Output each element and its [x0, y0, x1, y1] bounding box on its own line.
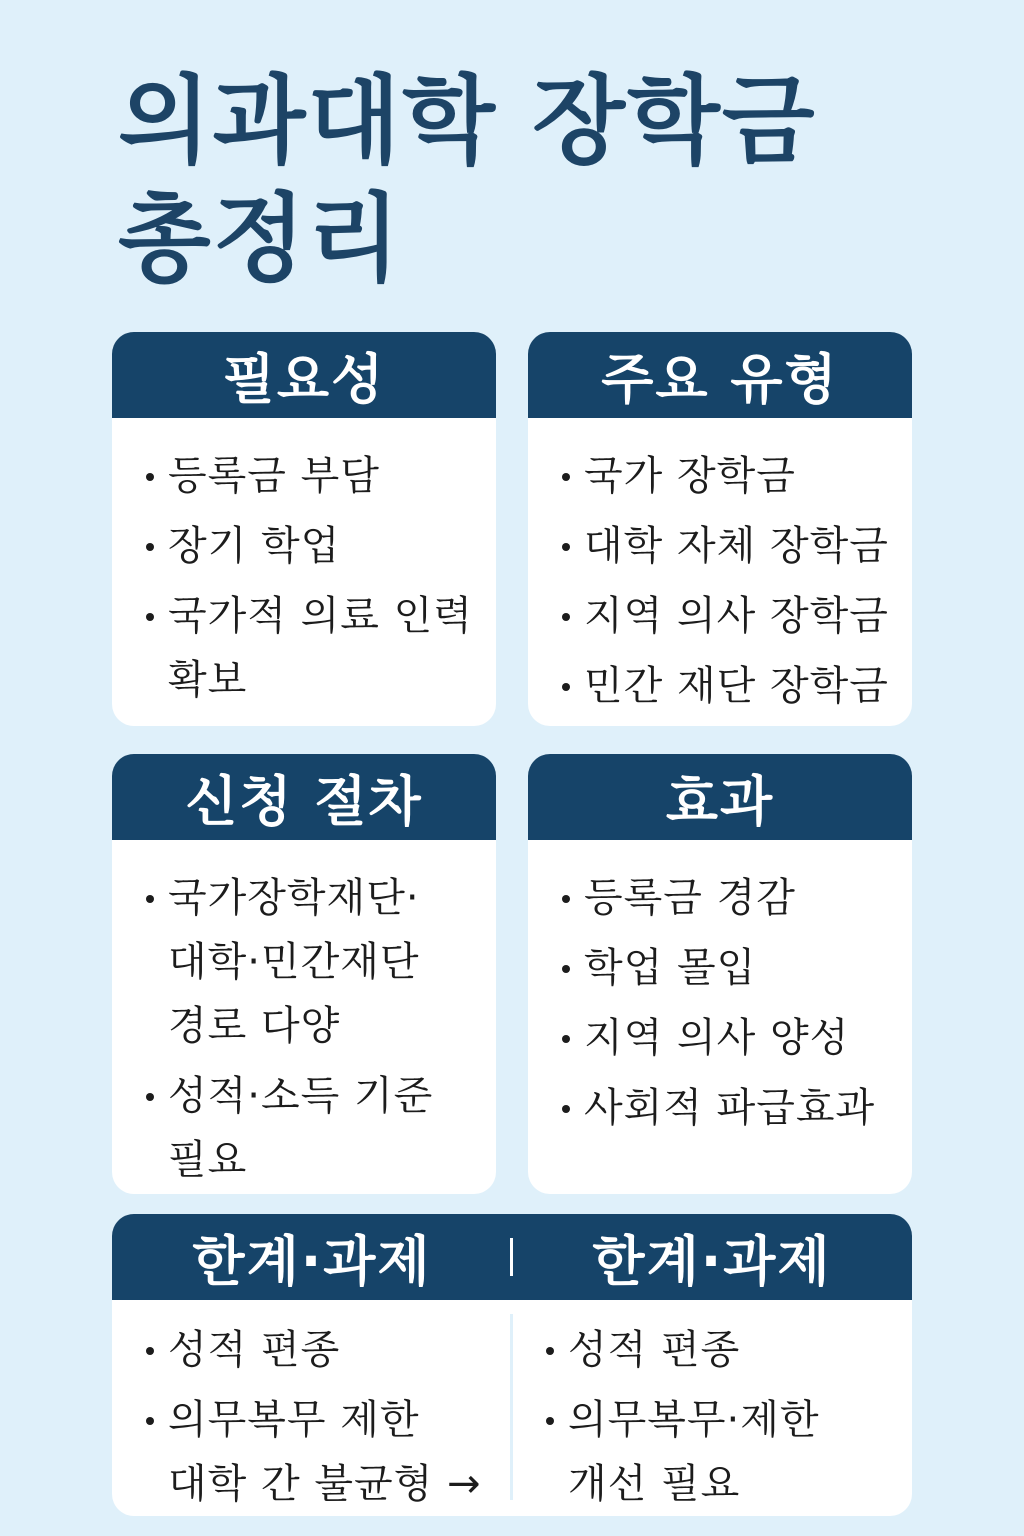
card-limits-left-list [112, 1300, 512, 1516]
list-item [546, 1318, 902, 1382]
list-item-text-cont: 대학 간 불균형 → [168, 1461, 482, 1507]
card-need [112, 332, 496, 726]
list-item-text: 민간 재단 장학금 [584, 663, 889, 709]
card-types [528, 332, 912, 726]
list-item [146, 584, 486, 712]
page-title-line-1: 의과대학 장학금 [118, 65, 817, 177]
list-item [562, 514, 902, 578]
list-item-text-cont: 확보 [168, 657, 248, 703]
page-title [118, 62, 938, 298]
list-item-text: 등록금 부담 [168, 453, 380, 499]
list-item-text: 성적·소득 기준 [168, 1073, 434, 1119]
header-divider [510, 1238, 513, 1276]
list-item [562, 654, 902, 718]
list-item [562, 1006, 902, 1070]
list-item-text: 의무복무·제한 [568, 1397, 820, 1443]
list-item [562, 866, 902, 930]
list-item-text-cont: 경로 다양 [168, 1003, 341, 1049]
card-types-list [528, 418, 912, 718]
card-limits-header [112, 1214, 912, 1300]
card-apply-list [112, 840, 496, 1192]
card-limits-heading-right: 한계·과제 [592, 1229, 832, 1293]
list-item [562, 1076, 902, 1140]
list-item [562, 584, 902, 648]
list-item-text: 학업 몰입 [584, 945, 757, 991]
list-item [146, 444, 486, 508]
list-item-text: 성적 편종 [568, 1327, 741, 1373]
list-item [546, 1388, 902, 1516]
column-divider [510, 1314, 513, 1500]
list-item-text: 의무복무 제한 [168, 1397, 420, 1443]
list-item-text: 지역 의사 장학금 [584, 593, 889, 639]
card-apply [112, 754, 496, 1194]
card-limits-right-list [512, 1300, 912, 1516]
list-item-text: 사회적 파급효과 [584, 1085, 876, 1131]
list-item [146, 514, 486, 578]
card-limits [112, 1214, 912, 1516]
list-item [146, 866, 486, 1058]
list-item [562, 936, 902, 1000]
list-item-text: 국가적 의료 인력 [168, 593, 473, 639]
list-item-text-cont: 필요 [168, 1137, 248, 1183]
card-limits-body [112, 1300, 912, 1516]
list-item-text: 성적 편종 [168, 1327, 341, 1373]
list-item-text: 지역 의사 양성 [584, 1015, 850, 1061]
card-effect-list [528, 840, 912, 1140]
card-need-list [112, 418, 496, 712]
list-item-text-cont: 개선 필요 [568, 1461, 741, 1507]
list-item-text: 대학 자체 장학금 [584, 523, 889, 569]
list-item [146, 1064, 486, 1192]
list-item [146, 1318, 502, 1382]
list-item-text: 장기 학업 [168, 523, 341, 569]
page-title-line-2: 총정리 [118, 183, 403, 295]
list-item-text: 국가 장학금 [584, 453, 796, 499]
list-item-text: 국가장학재단· [168, 875, 420, 921]
card-effect-heading: 효과 [528, 754, 912, 840]
card-limits-heading-left: 한계·과제 [192, 1229, 432, 1293]
card-types-heading: 주요 유형 [528, 332, 912, 418]
list-item-text-cont: 대학·민간재단 [168, 939, 420, 985]
card-need-heading: 필요성 [112, 332, 496, 418]
card-apply-heading: 신청 절차 [112, 754, 496, 840]
list-item-text: 등록금 경감 [584, 875, 796, 921]
list-item [146, 1388, 502, 1516]
list-item [562, 444, 902, 508]
card-effect [528, 754, 912, 1194]
